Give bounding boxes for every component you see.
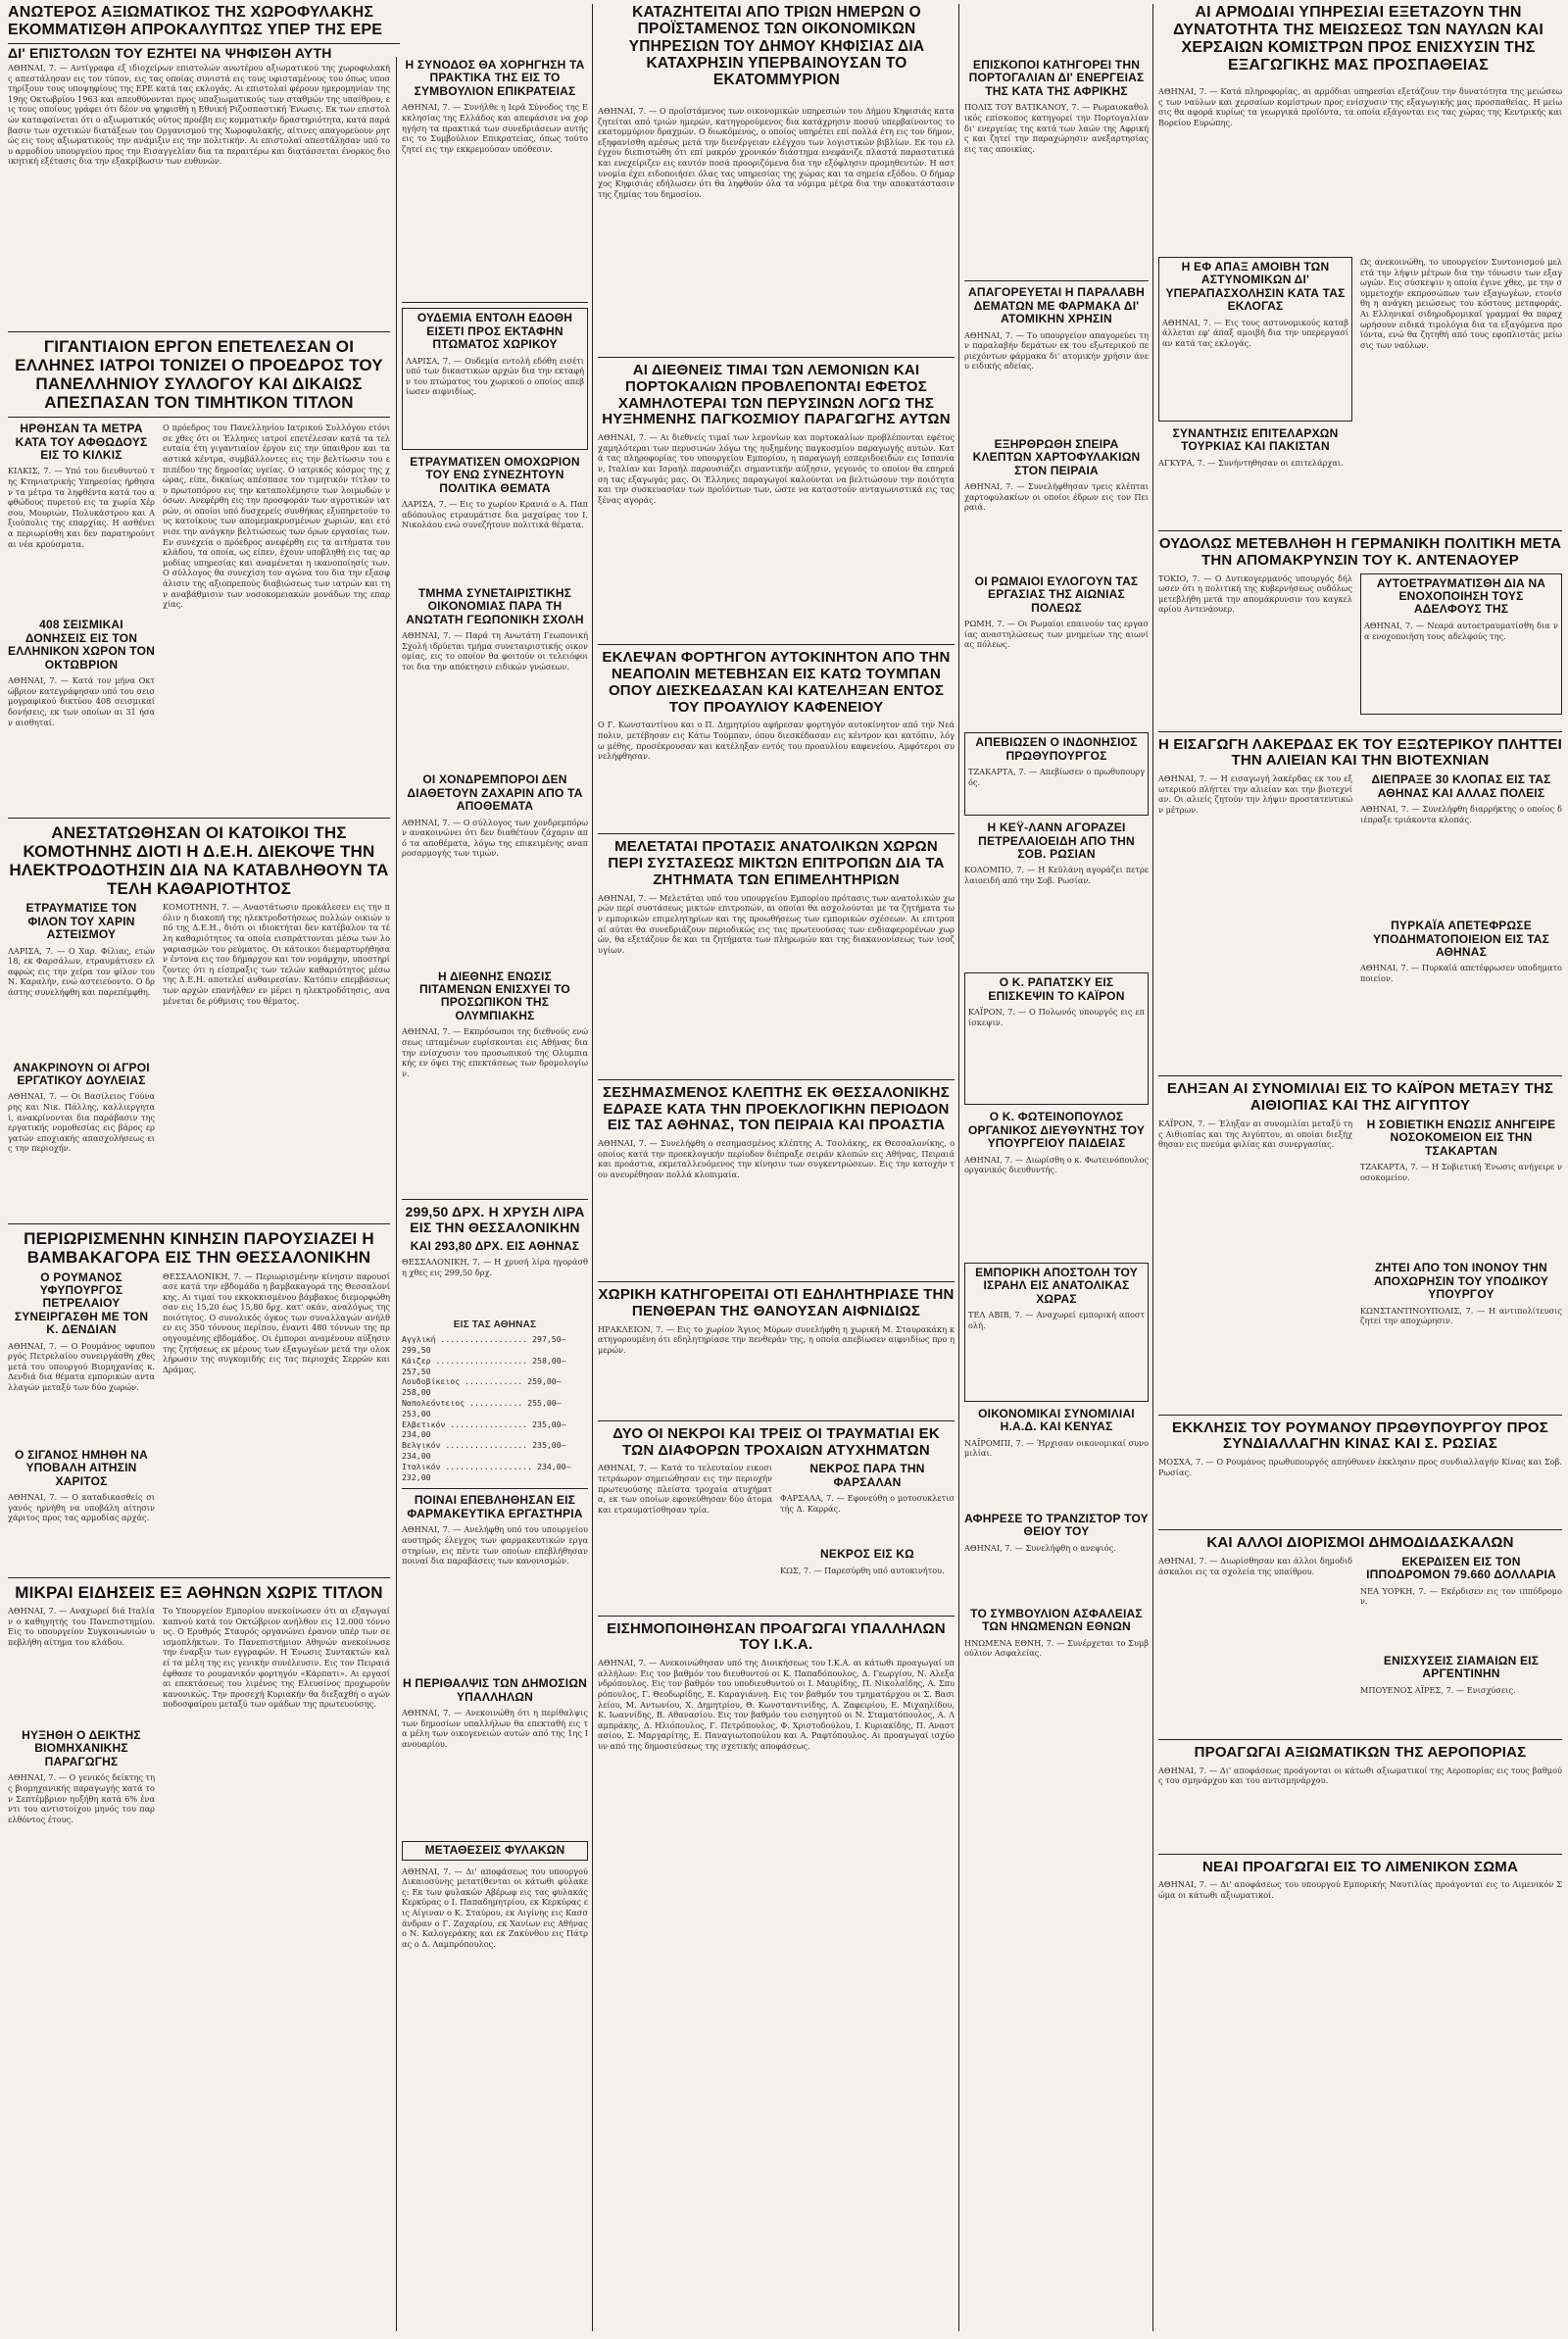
headline: ΝΕΚΡΟΣ ΠΑΡΑ ΤΗΝ ΦΑΡΣΑΛΑΝ: [809, 1462, 925, 1489]
headline: ΠΡΟΑΓΩΓΑΙ ΑΞΙΩΜΑΤΙΚΩΝ ΤΗΣ ΑΕΡΟΠΟΡΙΑΣ: [1194, 1743, 1527, 1761]
article-text: ΑΘΗΝΑΙ, 7. — Παρά τη Ανωτάτη Γεωπονική Σχολή ιδρύεται τμήμα συνεταιριστικής οικονομίας, εις το οποίον θα φοιτούν οι τελειόφοιτοι δια την απόκτησιν ειδικών γνώσεων.: [402, 630, 588, 672]
headline: ΤΟ ΣΥΜΒΟΥΛΙΟΝ ΑΣΦΑΛΕΙΑΣ ΤΩΝ ΗΝΩΜΕΝΩΝ ΕΘΝΩΝ: [970, 1606, 1143, 1634]
headline: Η ΕΦ ΑΠΑΞ ΑΜΟΙΒΗ ΤΩΝ ΑΣΤΥΝΟΜΙΚΩΝ ΔΙ' ΥΠΕΡΑΠΑΣΧΟΛΗΣΙΝ ΚΑΤΑ ΤΑΣ ΕΚΛΟΓΑΣ: [1165, 260, 1346, 314]
headline: ΔΥΟ ΟΙ ΝΕΚΡΟΙ ΚΑΙ ΤΡΕΙΣ ΟΙ ΤΡΑΥΜΑΤΙΑΙ ΕΚ ΤΩΝ ΔΙΑΦΟΡΩΝ ΤΡΟΧΑΙΩΝ ΑΤΥΧΗΜΑΤΩΝ: [612, 1424, 940, 1459]
column-rule: [958, 4, 959, 2331]
column-2: [402, 59, 588, 2333]
article-text: ΤΖΑΚΑΡΤΑ, 7. — Η Σοβιετική Ένωσις ανήγειρε νοσοκομείον.: [1360, 1162, 1562, 1182]
article-text: Ο Γ. Κωνσταντίνου και ο Π. Δημητρίου αφήρεσαν φορτηγόν αυτοκίνητον από την Νεάπολιν, μετέβησαν εις Κάτω Τούμπαν, όπου διεσκέδασαν εις κέντρον και κατόπιν, λόγω μέθης, προσέκρουσαν και κατέληξαν εντός του προαυλίου καφενείου. Αμφότεροι συνελήφθησαν.: [598, 720, 955, 762]
headline: ΕΝΙΣΧΥΣΕΙΣ ΣΙΑΜΑΙΩΝ ΕΙΣ ΑΡΓΕΝΤΙΝΗΝ: [1383, 1653, 1540, 1681]
article-text: ΑΘΗΝΑΙ, 7. — Ανεκοινώθησαν υπό της Διοικήσεως του Ι.Κ.Α. αι κάτωθι προαγωγαί υπαλλήλων: Εις τον βαθμόν του διευθυντού οι Κ. Παπαδόπουλος, Δ. Γεωργίου, Ν. Αλεξανδρόπουλος. Εις τον βαθμόν του υποδιευθυντού οι Ι. Μαυρίδης, Π. Νικολαΐδης, Α. Σπυρόπουλος, Γ. Θεοδωρίδης, Ε. Καραγιάννη. Εις τον βαθμόν του τμηματάρχου οι Σ. Βασιλείου, Μ. Αντωνίου, Χ. Δημητρίου, Θ. Κωνσταντινίδης, Λ. Ζαφειρίου, Ε. Μιχαηλίδου, Κ. Ιωαννίδης, Β. Αθανασίου. Εις τον βαθμόν του εισηγητού οι Ν. Σταματόπουλος, Α. Λαμπράκης, Δ. Ηλιόπουλος, Γ. Πετρόπουλος, Φ. Χριστοδούλου, Ι. Κυριακίδης, Π. Αναστασίου, Σ. Μαργαρίτης, Ε. Παναγιωτοπούλου και Α. Ραφτόπουλος. Αι προαγωγαί ισχύουν από της δημοσιεύσεως της σχετικής αποφάσεως.: [598, 1658, 955, 1751]
article-text: ΘΕΣΣΑΛΟΝΙΚΗ, 7. — Η χρυσή λίρα ηγοράσθη χθες εις 299,50 δρχ.: [402, 1257, 588, 1277]
column-1: [8, 63, 390, 2333]
article-text: ΑΘΗΝΑΙ, 7. — Εκπρόσωποι της διεθνούς ενώσεως ιπταμένων ευρίσκονται εις Αθήνας δια την ενίσχυσιν του προσωπικού της Ολυμπιακής εν όψει της επεκτάσεως των δρομολογίων.: [402, 1026, 588, 1078]
table-row: Ελβετικόν ................ 235,00—234,00: [402, 1418, 566, 1440]
headline: ΠΕΡΙΩΡΙΣΜΕΝΗΝ ΚΙΝΗΣΙΝ ΠΑΡΟΥΣΙΑΖΕΙ Η ΒΑΜΒΑΚΑΓΟΡΑ ΕΙΣ ΤΗΝ ΘΕΣΣΑΛΟΝΙΚΗΝ: [24, 1229, 374, 1268]
article-text: ΦΑΡΣΑΛΑ, 7. — Εφονεύθη ο μοτοσυκλετιστής Δ. Καρράς.: [780, 1493, 955, 1514]
article-text: ΑΘΗΝΑΙ, 7. — Η εισαγωγή λακέρδας εκ του εξωτερικού πλήττει την αλιείαν και την βιοτεχνίαν. Οι αλιείς ζητούν την λήψιν προστατευτικών μέτρων.: [1158, 773, 1352, 815]
article-text: ΑΘΗΝΑΙ, 7. — Ο σύλλογος των χονδρεμπόρων ανακοινώνει ότι δεν διαθέτουν ζάχαριν από τα αποθέματα, λόγω της επικειμένης αναπροσαρμογής των τιμών.: [402, 817, 588, 859]
boxed-article: [964, 972, 1149, 1105]
column-5: [1158, 86, 1562, 2333]
headline: ΔΙΕΠΡΑΞΕ 30 ΚΛΟΠΑΣ ΕΙΣ ΤΑΣ ΑΘΗΝΑΣ ΚΑΙ ΑΛΛΑΣ ΠΟΛΕΙΣ: [1371, 772, 1551, 800]
headline: ΑΦΗΡΕΣΕ ΤΟ ΤΡΑΝΖΙΣΤΟΡ ΤΟΥ ΘΕΙΟΥ ΤΟΥ: [964, 1511, 1149, 1539]
headline: ΟΙΚΟΝΟΜΙΚΑΙ ΣΥΝΟΜΙΛΙΑΙ Η.Α.Δ. ΚΑΙ ΚΕΝΥΑΣ: [978, 1406, 1135, 1434]
article-text: ΚΟΛΟΜΠΟ, 7. — Η Κεϋλάνη αγοράζει πετρελαιοειδή από την Σοβ. Ρωσίαν.: [964, 865, 1149, 886]
boxed-article: [964, 732, 1149, 816]
headline: Η ΠΕΡΙΘΑΛΨΙΣ ΤΩΝ ΔΗΜΟΣΙΩΝ ΥΠΑΛΛΗΛΩΝ: [403, 1676, 587, 1704]
article-text: ΑΘΗΝΑΙ, 7. — Συνελήφθησαν τρεις κλέπται χαρτοφυλακίων οι οποίοι έδρων εις τον Πειραιά.: [964, 480, 1149, 513]
headline: ΣΕΣΗΜΑΣΜΕΝΟΣ ΚΛΕΠΤΗΣ ΕΚ ΘΕΣΣΑΛΟΝΙΚΗΣ ΕΔΡΑΣΕ ΚΑΤΑ ΤΗΝ ΠΡΟΕΚΛΟΓΙΚΗΝ ΠΕΡΙΟΔΟΝ ΕΙΣ ΤΑΣ ΑΘΗΝΑΣ, ΤΟΝ ΠΕΙΡΑΙΑ ΚΑΙ ΠΡΟΑΣΤΙΑ: [603, 1083, 950, 1134]
boxed-headline: [402, 1841, 588, 1860]
headline: ΚΑΙ ΑΛΛΟΙ ΔΙΟΡΙΣΜΟΙ ΔΗΜΟΔΙΔΑΣΚΑΛΩΝ: [1206, 1534, 1514, 1552]
article-text: ΑΘΗΝΑΙ, 7. — Διωρίσθησαν και άλλοι δημοδιδάσκαλοι εις τα σχολεία της υπαίθρου.: [1158, 1555, 1352, 1576]
article-text: ΛΑΡΙΣΑ, 7. — Εις το χωρίον Κρανιά ο Α. Παπαδόπουλος ετραυμάτισε δια μαχαίρας τον Ι. Νικολάου ενώ συνεζήτουν πολιτικά θέματα.: [402, 498, 588, 530]
headline: ΠΥΡΚΑΪΑ ΑΠΕΤΕΦΡΩΣΕ ΥΠΟΔΗΜΑΤΟΠΟΙΕΙΟΝ ΕΙΣ ΤΑΣ ΑΘΗΝΑΣ: [1372, 919, 1550, 959]
headline: Η ΔΙΕΘΝΗΣ ΕΝΩΣΙΣ ΠΙΤΑΜΕΝΩΝ ΕΝΙΣΧΥΕΙ ΤΟ ΠΡΟΣΩΠΙΚΟΝ ΤΗΣ ΟΛΥΜΠΙΑΚΗΣ: [419, 969, 570, 1022]
headline-gendarmerie: ΑΝΩΤΕΡΟΣ ΑΞΙΩΜΑΤΙΚΟΣ ΤΗΣ ΧΩΡΟΦΥΛΑΚΗΣ ΕΚΟΜΜΑΤΙΣΘΗ ΑΠΡΟΚΑΛΥΠΤΩΣ ΥΠΕΡ ΤΗΣ ΕΡΕ ΔΙ' ΕΠΙΣΤΟΛΩΝ ΤΟΥ ΕΖΗΤΕΙ ΝΑ ΨΗΦΙΣΘΗ ΑΥΤΗ: [8, 4, 400, 65]
headline: ΕΚΚΛΗΣΙΣ ΤΟΥ ΡΟΥΜΑΝΟΥ ΠΡΩΘΥΠΟΥΡΓΟΥ ΠΡΟΣ ΣΥΝΔΙΑΛΛΑΓΗΝ ΚΙΝΑΣ ΚΑΙ Σ. ΡΩΣΙΑΣ: [1172, 1418, 1548, 1453]
headline: ΑΠΑΓΟΡΕΥΕΤΑΙ Η ΠΑΡΑΛΑΒΗ ΔΕΜΑΤΩΝ ΜΕ ΦΑΡΜΑΚΑ ΔΙ' ΑΤΟΜΙΚΗΝ ΧΡΗΣΙΝ: [967, 285, 1146, 326]
article-text: ΑΘΗΝΑΙ, 7. — Αναχωρεί διά Ιταλίαν ο καθηγητής του Πανεπιστημίου. Εις το υπουργείον Συγκοινωνιών υπεβλήθη αίτημα του κλάδου.: [8, 1606, 155, 1647]
article-text: ΑΘΗΝΑΙ, 7. — Οι Βασίλειος Γούναρης και Νικ. Πάλλης, καλλιεργηταί, ανακρίνονται δια παράβασιν της εργατικής νομοθεσίας εις βάρος εργατών εποχιακής απασχολήσεως εις την περιοχήν.: [8, 1091, 155, 1154]
headline: ΣΥΝΑΝΤΗΣΙΣ ΕΠΙΤΕΛΑΡΧΩΝ ΤΟΥΡΚΙΑΣ ΚΑΙ ΠΑΚΙΣΤΑΝ: [1172, 425, 1339, 454]
article-text: ΑΘΗΝΑΙ, 7. — Νεαρά αυτοετραυματίσθη δια να ενοχοποιήση τους αδελφούς της.: [1364, 620, 1558, 641]
article-text: ΝΕΑ ΥΟΡΚΗ, 7. — Εκέρδισεν εις τον ιππόδρομον.: [1360, 1585, 1562, 1607]
headline: ΑΝΕΣΤΑΤΩΘΗΣΑΝ ΟΙ ΚΑΤΟΙΚΟΙ ΤΗΣ ΚΟΜΟΤΗΝΗΣ ΔΙΟΤΙ Η Δ.Ε.Η. ΔΙΕΚΟΨΕ ΤΗΝ ΗΛΕΚΤΡΟΔΟΤΗΣΙΝ ΔΙΑ ΝΑ ΚΑΤΑΒΛΗΘΟΥΝ ΤΑ ΤΕΛΗ ΚΑΘΑΡΙΟΤΗΤΟΣ: [9, 823, 389, 899]
headline: ΠΟΙΝΑΙ ΕΠΕΒΛΗΘΗΣΑΝ ΕΙΣ ΦΑΡΜΑΚΕΥΤΙΚΑ ΕΡΓΑΣΤΗΡΙΑ: [407, 1493, 583, 1520]
headline: ΕΚΕΡΔΙΣΕΝ ΕΙΣ ΤΟΝ ΙΠΠΟΔΡΟΜΟΝ 79.660 ΔΟΛΛΑΡΙΑ: [1366, 1554, 1556, 1582]
article-text: ΑΘΗΝΑΙ, 7. — Διωρίσθη ο κ. Φωτεινόπουλος οργανικός διευθυντής.: [964, 1154, 1149, 1175]
article-text: Ως ανεκοινώθη, το υπουργείον Συντονισμού μελετά την λήψιν μέτρων δια την τόνωσιν των εξαγωγών. Εις σύσκεψιν η οποία έγινε χθες, με την συμμετοχήν εκπροσώπων των εξαγωγέων, ετονίσθη η ανάγκη μειώσεως του κόστους μεταφοράς. Αι Ελληνικαί σιδηροδρομικαί γραμμαί θα παραχωρήσουν ειδικά τιμολόγια δια τα εξαγόμενα προϊόντα, ενώ θα ζητηθή από τους εφοπλιστάς μείωσις των ναύλων.: [1360, 257, 1562, 350]
headline: ΜΕΤΑΘΕΣΕΙΣ ΦΥΛΑΚΩΝ: [424, 1843, 565, 1858]
table-row: Βελγικόν ................. 235,00—234,00: [402, 1440, 566, 1462]
headline: ΗΥΞΗΘΗ Ο ΔΕΙΚΤΗΣ ΒΙΟΜΗΧΑΝΙΚΗΣ ΠΑΡΑΓΩΓΗΣ: [22, 1728, 141, 1768]
article-text: ΑΘΗΝΑΙ, 7. — Συνελήφθη ο ανεψιός.: [964, 1542, 1116, 1553]
headline: ΑΠΕΒΙΩΣΕΝ Ο ΙΝΔΟΝΗΣΙΟΣ ΠΡΩΘΥΠΟΥΡΓΟΣ: [975, 735, 1138, 763]
article-text: ΗΡΑΚΛΕΙΟΝ, 7. — Εις το χωρίον Άγιος Μύρων συνελήφθη η χωρική Μ. Σταυρακάκη κατηγορουμένη ότι εδηλητηρίασε την πενθεράν της, η οποία απεβίωσεν αιφνιδίως προ ημερών.: [598, 1323, 955, 1355]
article-text: ΠΟΛΙΣ ΤΟΥ ΒΑΤΙΚΑΝΟΥ, 7. — Ρωμαιοκαθολικός επίσκοπος κατηγορεί την Πορτογαλίαν δι' ενεργείας της κατά των λαών της Αφρικής και ζητεί την παραχώρησιν ανεξαρτησίας εις τας αποικίας.: [964, 102, 1149, 154]
article-text: ΛΑΡΙΣΑ, 7. — Ο Χαρ. Φίλιας, ετών 18, εκ Φαρσάλων, ετραυμάτισεν ελαφρώς εις την χείρα τον φίλον του Ν. Καραλήν, ενώ αστειεύοντο. Ο δράστης συνελήφθη και παρεπέμφθη.: [8, 945, 155, 997]
article-text: ΚΑΪΡΟΝ, 7. — Έληξαν αι συνομιλίαι μεταξύ της Αιθιοπίας και της Αιγύπτου, αι οποίαι διεξήχθησαν εις πνεύμα φιλίας και συνεργασίας.: [1158, 1118, 1352, 1150]
table-row: Αγγλική .................. 297,50—299,50: [402, 1334, 566, 1356]
article-text: ΑΘΗΝΑΙ, 7. — Ο προϊστάμενος των οικονομικών υπηρεσιών του Δήμου Κηφισιάς καταζητείται από τριών ημερών, κατηγορούμενος δια κατάχρησιν ποσού υπερβαίνοντος το εκατομμύριον δραχμών. Ο διωκόμενος, ο οποίος υπηρέτει επί πολλά έτη εις τον δήμον, εξηφανίσθη αμέσως μετά την διενέργειαν ελέγχου των λογιστικών βιβλίων. Εκ του ελέγχου διεπιστώθη ότι επί μακρόν χρονικόν διάστημα ενεφάνιζε πλαστά παραστατικά και ενεχείριζεν εις εαυτόν ποσά προοριζόμενα δια την εξόφλησιν προμηθευτών. Η αστυνομία έχει ειδοποιήσει όλας τας υπηρεσίας της χώρας και τα σημεία εξόδου. Ο δήμαρχος Κηφισιάς εδήλωσεν ότι θα ληφθούν όλα τα νόμιμα μέτρα δια την αποκατάστασιν της ζημίας του δημοσίου.: [598, 106, 955, 199]
table-row: Κάιζερ ................... 258,00—257,50: [402, 1355, 566, 1376]
headline: ΚΑΙ 293,80 ΔΡΧ. ΕΙΣ ΑΘΗΝΑΣ: [410, 1238, 580, 1253]
table-row: Λουδοβίκειος ............ 259,00—258,00: [402, 1376, 562, 1398]
article-text: ΑΘΗΝΑΙ, 7. — Ανελήφθη υπό του υπουργείου αυστηρός έλεγχος των φαρμακευτικών εργαστηρίων, εις πέντε των οποίων επεβλήθησαν ποιναί δια παραβάσεις των κανονισμών.: [402, 1524, 588, 1567]
article-text: ΗΝΩΜΕΝΑ ΕΘΝΗ, 7. — Συνέρχεται το Συμβούλιον Ασφαλείας.: [964, 1637, 1149, 1659]
headline: ΕΞΗΡΘΡΩΘΗ ΣΠΕΙΡΑ ΚΛΕΠΤΩΝ ΧΑΡΤΟΦΥΛΑΚΙΩΝ ΣΤΟΝ ΠΕΙΡΑΙΑ: [972, 436, 1141, 477]
article-text: ΑΘΗΝΑΙ, 7. — Συνήλθε η Ιερά Σύνοδος της Εκκλησίας της Ελλάδος και απεφάσισε να χορηγήση τα πρακτικά των συνεδριάσεων αυτής εις το Συμβούλιον Επικρατείας, όπως τούτο ζητεί εις την εκκρεμούσαν υπόθεσιν.: [402, 102, 588, 154]
boxed-article: [1360, 573, 1562, 715]
headline: ΤΜΗΜΑ ΣΥΝΕΤΑΙΡΙΣΤΙΚΗΣ ΟΙΚΟΝΟΜΙΑΣ ΠΑΡΑ ΤΗ ΑΝΩΤΑΤΗ ΓΕΩΠΟΝΙΚΗ ΣΧΟΛΗ: [406, 585, 584, 626]
article-text: ΑΘΗΝΑΙ, 7. — Αντίγραφα εξ ιδιοχείρων επιστολών ανωτέρου αξιωματικού της χωροφυλακής απεστάλησαν εις τον τύπον, εις τας οποίας συνιστά εις τους υφισταμένους του όπως υποστηρίξουν τους υποψηφίους της ΕΡΕ κατά τας εκλογάς. Αι επιστολαί φέρουν ημερομηνίαν της 19ης Οκτωβρίου 1963 και απευθύνονται προς υπαξιωματικούς των σταθμών της υπαίθρου, εις τους οποίους γράφει ότι δέον να ψηφισθή η Εθνική Ριζοσπαστική Ένωσις. Εκ των επιστολών καταφαίνεται ότι ο αξιωματικός ούτος προέβη εις κομματικήν δραστηριότητα, κατά παράβασιν των σχετικών διατάξεων του Οργανισμού της Χωροφυλακής, αίτινες απαγορεύουν ρητώς εις τους αξιωματικούς την ανάμιξιν εις την πολιτικήν. Αι επιστολαί απεστάλησαν υπό του αρμοδίου υπουργείου προς την Εισαγγελίαν δια τα περαιτέρω και διατάσσεται ένορκος διοικητική εξέτασις δια την εξακρίβωσιν των ευθυνών.: [8, 63, 390, 167]
article-text: ΛΑΡΙΣΑ, 7. — Ουδεμία εντολή εδόθη εισέτι υπό των δικαστικών αρχών δια την εκταφήν του πτώματος του χωρικού ο οποίος απεβίωσεν αιφνιδίως.: [406, 355, 584, 397]
headline: ΕΚΛΕΨΑΝ ΦΟΡΤΗΓΟΝ ΑΥΤΟΚΙΝΗΤΟΝ ΑΠΟ ΤΗΝ ΝΕΑΠΟΛΙΝ ΜΕΤΕΒΗΣΑΝ ΕΙΣ ΚΑΤΩ ΤΟΥΜΠΑΝ ΟΠΟΥ ΔΙΕΣΚΕΔΑΣΑΝ ΚΑΙ ΚΑΤΕΛΗΞΑΝ ΕΝΤΟΣ ΤΟΥ ΠΡΟΑΥΛΙΟΥ ΚΑΦΕΝΕΙΟΥ: [602, 649, 951, 716]
headline-freight: ΑΙ ΑΡΜΟΔΙΑΙ ΥΠΗΡΕΣΙΑΙ ΕΞΕΤΑΖΟΥΝ ΤΗΝ ΔΥΝΑΤΟΤΗΤΑ ΤΗΣ ΜΕΙΩΣΕΩΣ ΤΩΝ ΝΑΥΛΩΝ ΚΑΙ ΧΕΡΣΑΙΩΝ ΚΟΜΙΣΤΡΩΝ ΠΡΟΣ ΕΝΙΣΧΥΣΙΝ ΤΗΣ ΕΞΑΓΩΓΙΚΗΣ ΜΑΣ ΠΡΟΣΠΑΘΕΙΑΣ: [1173, 4, 1544, 74]
headline: ΖΗΤΕΙ ΑΠΟ ΤΟΝ ΙΝΟΝΟΥ ΤΗΝ ΑΠΟΧΩΡΗΣΙΝ ΤΟΥ ΥΠΟΔΙΚΟΥ ΥΠΟΥΡΓΟΥ: [1373, 1261, 1549, 1302]
article-text: ΤΖΑΚΑΡΤΑ, 7. — Απεβίωσεν ο πρωθυπουργός.: [968, 767, 1145, 787]
boxed-article: [402, 308, 588, 449]
headline: ΓΙΓΑΝΤΙΑΙΟΝ ΕΡΓΟΝ ΕΠΕΤΕΛΕΣΑΝ ΟΙ ΕΛΛΗΝΕΣ ΙΑΤΡΟΙ ΤΟΝΙΖΕΙ Ο ΠΡΟΕΔΡΟΣ ΤΟΥ ΠΑΝΕΛΛΗΝΙΟΥ ΣΥΛΛΟΓΟΥ ΚΑΙ ΔΙΚΑΙΩΣ ΑΠΕΣΠΑΣΑΝ ΤΟΝ ΤΙΜΗΤΙΚΟΝ ΤΙΤΛΟΝ: [15, 337, 383, 413]
article-text: ΚΟΜΟΤΗΝΗ, 7. — Αναστάτωσιν προκάλεσεν εις την πόλιν η διακοπή της ηλεκτροδοτήσεως πολλών οικιών υπό της Δ.Ε.Η., διότι οι ιδιοκτήται δεν κατέβαλον τα τέλη καθαριότητος τα οποία εισπράττονται μέσω των λογαριασμών του ρεύματος. Οι κάτοικοι διεμαρτυρήθησαν έντονα εις τον δήμαρχον και τον νομάρχην, υποστηρίζοντες ότι η είσπραξις των τελών καθαριότητος μέσω της Δ.Ε.Η. αποτελεί αυθαιρεσίαν. Κατόπιν επεμβάσεως των αρχών επανήλθεν εν μέρει η ηλεκτροδότησις, αναμένεται δε ρύθμισις του θέματος.: [163, 902, 390, 1006]
gold-prices-table: [402, 1319, 588, 1482]
headline: ΕΠΙΣΚΟΠΟΙ ΚΑΤΗΓΟΡΕΙ ΤΗΝ ΠΟΡΤΟΓΑΛΙΑΝ ΔΙ' ΕΝΕΡΓΕΙΑΣ ΤΗΣ ΚΑΤΑ ΤΗΣ ΑΦΡΙΚΗΣ: [968, 59, 1145, 98]
table-title: ΕΙΣ ΤΑΣ ΑΘΗΝΑΣ: [453, 1319, 537, 1331]
article-text: ΑΘΗΝΑΙ, 7. — Εις τους αστυνομικούς καταβάλλεται εφ' άπαξ αμοιβή δια την υπερεργασίαν κατά τας εκλογάς.: [1162, 317, 1348, 348]
article-text: ΑΘΗΝΑΙ, 7. — Δι' αποφάσεως του υπουργού Δικαιοσύνης μετατίθενται οι κάτωθι φύλακες: Εκ των φυλακών Αβέρωφ εις τας φυλακάς Κερκύρας ο Ι. Παπαδημητρίου, εκ Κερκύρας εις Αίγιναν ο Κ. Σταύρου, εκ Αιγίνης εις Κασσάνδραν ο Γ. Ζαχαρίου, εκ Χανίων εις Αθήνας ο Ν. Καλογεράκης και εκ Ζακύνθου εις Πάτρας ο Δ. Λαμπρόπουλος.: [402, 1866, 588, 1949]
article-text: ΚΩΝΣΤΑΝΤΙΝΟΥΠΟΛΙΣ, 7. — Η αντιπολίτευσις ζητεί την αποχώρησιν.: [1360, 1305, 1562, 1326]
headline: Η ΕΙΣΑΓΩΓΗ ΛΑΚΕΡΔΑΣ ΕΚ ΤΟΥ ΕΞΩΤΕΡΙΚΟΥ ΠΛΗΤΤΕΙ ΤΗΝ ΑΛΙΕΙΑΝ ΚΑΙ ΤΗΝ ΒΙΟΤΕΧΝΙΑΝ: [1158, 735, 1562, 770]
headline: Η ΣΥΝΟΔΟΣ ΘΑ ΧΟΡΗΓΗΣΗ ΤΑ ΠΡΑΚΤΙΚΑ ΤΗΣ ΕΙΣ ΤΟ ΣΥΜΒΟΥΛΙΟΝ ΕΠΙΚΡΑΤΕΙΑΣ: [405, 59, 585, 98]
column-3: [598, 106, 955, 2333]
article-text: ΑΘΗΝΑΙ, 7. — Κατά το τελευταίον εικοσιτετράωρον σημειώθησαν εις την περιοχήν πρωτευούσης πλείστα τροχαία ατυχήματα, εκ των οποίων εφονεύθησαν δύο άτομα και ετραυματίσθησαν τρία.: [598, 1463, 772, 1515]
article-text: Ο πρόεδρος του Πανελληνίου Ιατρικού Συλλόγου ετόνισε χθες ότι οι Έλληνες ιατροί επετέλεσαν κατά τα τελευταία έτη γιγαντιαίον έργον εις την ύπαιθρον και τα αστικά κέντρα, συμβάλλοντες εις την βελτίωσιν του επιπέδου της δημοσίας υγείας. Ο ιατρικός κόσμος της χώρας, είπε, δικαίως απέσπασε τον τιμητικόν τίτλον του πρωτοπόρου εις την καταπολέμησιν των λοιμωδών νόσων. Ανεφέρθη εις την προσφοράν των αγροτικών ιατρών, οι οποίοι υπό δυσχερείς συνθήκας εξυπηρετούν τους κατοίκους των απομεμακρυσμένων χωριών, και ετόνισε την ανάγκην βελτιώσεως των όρων εργασίας των. Εν συνεχεία ο πρόεδρος ανεφέρθη εις τα αιτήματα του κλάδου, τα οποία, ως είπεν, έχουν υποβληθή εις τας αρμοδίας υπηρεσίας και αναμένεται η ικανοποίησίς των. Ο σύλλογος θα συνεχίση τον αγώνα του δια την εξασφάλισιν της αξιοπρεπούς διαβιώσεως των ιατρών και την αναβάθμισιν των νοσοκομειακών μονάδων της επαρχίας.: [163, 423, 390, 610]
headline: ΑΝΑΚΡΙΝΟΥΝ ΟΙ ΑΓΡΟΙ ΕΡΓΑΤΙΚΟΥ ΔΟΥΛΕΙΑΣ: [13, 1060, 150, 1087]
article-text: ΑΘΗΝΑΙ, 7. — Δι' αποφάσεως του υπουργού Εμπορικής Ναυτιλίας προάγονται εις το Λιμενικόν Σώμα οι κάτωθι αξιωματικοί.: [1158, 1879, 1562, 1900]
headline: 408 ΣΕΙΣΜΙΚΑΙ ΔΟΝΗΣΕΙΣ ΕΙΣ ΤΟΝ ΕΛΛΗΝΙΚΟΝ ΧΩΡΟΝ ΤΟΝ ΟΚΤΩΒΡΙΟΝ: [8, 618, 156, 672]
headline: ΜΕΛΕΤΑΤΑΙ ΠΡΟΤΑΣΙΣ ΑΝΑΤΟΛΙΚΩΝ ΧΩΡΩΝ ΠΕΡΙ ΣΥΣΤΑΣΕΩΣ ΜΙΚΤΩΝ ΕΠΙΤΡΟΠΩΝ ΔΙΑ ΤΑ ΖΗΤΗΜΑΤΑ ΤΩΝ ΕΠΙΜΕΛΗΤΗΡΙΩΝ: [608, 838, 945, 888]
headline: 299,50 ΔΡΧ. Η ΧΡΥΣΗ ΛΙΡΑ ΕΙΣ ΤΗΝ ΘΕΣΣΑΛΟΝΙΚΗΝ: [405, 1204, 585, 1235]
headline: Η ΣΟΒΙΕΤΙΚΗ ΕΝΩΣΙΣ ΑΝΗΓΕΙΡΕ ΝΟΣΟΚΟΜΕΙΟΝ ΕΙΣ ΤΗΝ ΤΣΑΚΑΡΤΑΝ: [1366, 1117, 1556, 1158]
headline: ΝΕΚΡΟΣ ΕΙΣ ΚΩ: [820, 1547, 914, 1562]
headline: ΗΡΘΗΣΑΝ ΤΑ ΜΕΤΡΑ ΚΑΤΑ ΤΟΥ ΑΦΘΩΔΟΥΣ ΕΙΣ ΤΟ ΚΙΛΚΙΣ: [15, 422, 148, 462]
article-text: ΤΕΛ ΑΒΙΒ, 7. — Αναχωρεί εμπορική αποστολή.: [968, 1309, 1145, 1330]
headline: ΝΕΑΙ ΠΡΟΑΓΩΓΑΙ ΕΙΣ ΤΟ ΛΙΜΕΝΙΚΟΝ ΣΩΜΑ: [1201, 1858, 1519, 1875]
headline: Η ΚΕΫ-ΛΑΝΝ ΑΓΟΡΑΖΕΙ ΠΕΤΡΕΛΑΙΟΕΙΔΗ ΑΠΟ ΤΗΝ ΣΟΒ. ΡΩΣΙΑΝ: [978, 821, 1135, 861]
article-text: ΘΕΣΣΑΛΟΝΙΚΗ, 7. — Περιωρισμένην κίνησιν παρουσίασε κατά την εβδομάδα η βαμβακαγορά της Θεσσαλονίκης. Αι τιμαί του εκκοκκισμένου βάμβακος διεμορφώθησαν εις 15,20 έως 15,80 δρχ. κατ' οκάν, αναλόγως της ποιότητος. Ο συνολικός όγκος των συναλλαγών ανήλθεν εις 350 τόννους περίπου, έναντι 480 τόννων της προηγουμένης εβδομάδος. Οι έμποροι αναμένουν αύξησιν της ζητήσεως εκ μέρους των εξαγωγέων μετά την ολοκλήρωσιν της συγκομιδής εις τας περιοχάς Σερρών και Δράμας.: [163, 1270, 390, 1374]
article-text: ΜΠΟΥΕΝΟΣ ΑΪΡΕΣ, 7. — Ενισχύσεις.: [1360, 1684, 1516, 1695]
column-4: [964, 59, 1149, 2333]
headline: ΕΛΗΞΑΝ ΑΙ ΣΥΝΟΜΙΛΙΑΙ ΕΙΣ ΤΟ ΚΑΪΡΟΝ ΜΕΤΑΞΥ ΤΗΣ ΑΙΘΙΟΠΙΑΣ ΚΑΙ ΤΗΣ ΑΙΓΥΠΤΟΥ: [1166, 1080, 1554, 1115]
table-row: Ιταλικόν .................. 234,00—232,00: [402, 1461, 571, 1482]
headline: ΕΙΣΗΜΟΠΟΙΗΘΗΣΑΝ ΠΡΟΑΓΩΓΑΙ ΥΠΑΛΛΗΛΩΝ ΤΟΥ Ι.Κ.Α.: [607, 1619, 946, 1654]
article-text: ΑΘΗΝΑΙ, 7. — Αι διεθνείς τιμαί των λεμονίων και πορτοκαλίων προβλέπονται εφέτος χαμηλότεραι των περυσινών λόγω της ηυξημένης παγκοσμίου παραγωγής αυτών. Κατά τας πληροφορίας του υπουργείου Εμπορίου, η παραγωγή εσπεριδοειδών εις Ισπανίαν, Ιταλίαν και Ισραήλ παρουσιάζει σημαντικήν αύξησιν, γεγονός το οποίον θα επηρεάση τας εξαγωγάς μας. Οι Έλληνες παραγωγοί καλούνται να βελτιώσουν την ποιότητα και την συσκευασίαν των προϊόντων των, ώστε να καταστούν ανταγωνιστικά εις τας ξένας αγοράς.: [598, 432, 955, 505]
article-text: ΑΘΗΝΑΙ, 7. — Το υπουργείον απαγορεύει την παραλαβήν δεμάτων εκ του εξωτερικού περιεχόντων φάρμακα δι' ατομικήν χρήσιν άνευ ειδικής αδείας.: [964, 329, 1149, 372]
article-text: ΡΩΜΗ, 7. — Οι Ρωμαίοι επαινούν τας εργασίας αναστηλώσεως των μνημείων της αιωνίας πόλεως.: [964, 619, 1149, 650]
headline-kifisia: ΚΑΤΑΖΗΤΕΙΤΑΙ ΑΠΟ ΤΡΙΩΝ ΗΜΕΡΩΝ Ο ΠΡΟΪΣΤΑΜΕΝΟΣ ΤΩΝ ΟΙΚΟΝΟΜΙΚΩΝ ΥΠΗΡΕΣΙΩΝ ΤΟΥ ΔΗΜΟΥ ΚΗΦΙΣΙΑΣ ΔΙΑ ΚΑΤΑΧΡΗΣΙΝ ΥΠΕΡΒΑΙΝΟΥΣΑΝ ΤΟ ΕΚΑΤΟΜΜΥΡΙΟΝ: [628, 4, 925, 89]
headline: Ο ΣΙΓΑΝΟΣ ΗΜΗΘΗ ΝΑ ΥΠΟΒΑΛΗ ΑΙΤΗΣΙΝ ΧΑΡΙΤΟΣ: [15, 1447, 148, 1488]
article-text: ΑΘΗΝΑΙ, 7. — Ο Ρουμάνος υφυπουργός Πετρελαίου συνειργάσθη χθες μετά του υπουργού Βιομηχανίας κ. Δενδιά δια θέματα εμπορικών ανταλλαγών μεταξύ των δύο χωρών.: [8, 1340, 155, 1393]
article-text: Το Υπουργείον Εμπορίου ανεκοίνωσεν ότι αι εξαγωγαί καπνού κατά τον Οκτώβριον ανήλθον εις 12.000 τόννους. Ο Ερυθρός Σταυρός οργανώνει έρανον υπέρ των σεισμοπλήκτων. Το Πανεπιστήμιον Αθηνών ανεκοίνωσε την έναρξιν των εγγραφών. Η Ένωσις Συντακτών καλεί τα μέλη της εις γενικήν συνέλευσιν. Εις τον Πειραιά έφθασε το ρουμανικόν φορτηγόν «Κάρπατι». Αι εργασίαι επεκτάσεως του λιμένος της Ελευσίνος προχωρούν κανονικώς. Την προσεχή Κυριακήν θα διεξαχθή ο αγών ποδοσφαίρου μεταξύ των ομάδων της πρωτευούσης.: [163, 1606, 390, 1710]
article-text: ΑΘΗΝΑΙ, 7. — Μελετάται υπό του υπουργείου Εμπορίου πρότασις των ανατολικών χωρών περί συστάσεως μικτών επιτροπών, αι οποίαι θα ασχολούνται με τα ζητήματα των εμπορικών επιμελητηρίων και της προωθήσεως των εμπορικών σχέσεων. Αι επιτροπαί αύται θα συνεδριάζουν περιοδικώς εις τας πρωτευούσας των ενδιαφερομένων χωρών, θα εξετάζουν δε και τα ζητήματα των πληρωμών και της διακανονίσεως των ισοζυγίων.: [598, 892, 955, 955]
headline: Ο Κ. ΡΑΠΑΤΣΚΥ ΕΙΣ ΕΠΙΣΚΕΨΙΝ ΤΟ ΚΑΪΡΟΝ: [988, 975, 1125, 1003]
article-text: ΝΑΪΡΟΜΠΙ, 7. — Ήρχισαν οικονομικαί συνομιλίαι.: [964, 1437, 1149, 1459]
article-text: ΚΑΪΡΟΝ, 7. — Ο Πολωνός υπουργός εις επίσκεψιν.: [968, 1007, 1145, 1027]
article-text: ΑΘΗΝΑΙ, 7. — Κατά τον μήνα Οκτώβριον κατεγράφησαν υπό του σεισμογραφικού δικτύου 408 σεισμικαί δονήσεις, εκ των οποίων αι 31 ήσαν αισθηταί.: [8, 675, 155, 727]
headline: ΕΤΡΑΥΜΑΤΙΣΕΝ ΟΜΟΧΩΡΙΟΝ ΤΟΥ ΕΝΩ ΣΥΝΕΖΗΤΟΥΝ ΠΟΛΙΤΙΚΑ ΘΕΜΑΤΑ: [410, 454, 580, 495]
headline: ΧΩΡΙΚΗ ΚΑΤΗΓΟΡΕΙΤΑΙ ΟΤΙ ΕΔΗΛΗΤΗΡΙΑΣΕ ΤΗΝ ΠΕΝΘΕΡΑΝ ΤΗΣ ΘΑΝΟΥΣΑΝ ΑΙΦΝΙΔΙΩΣ: [598, 1286, 955, 1319]
article-text: ΑΘΗΝΑΙ, 7. — Συνελήφθη ο σεσημασμένος κλέπτης Α. Τσολάκης, εκ Θεσσαλονίκης, ο οποίος κατά την προεκλογικήν περίοδον διέπραξε σειράν κλοπών εις Αθήνας, Πειραιά και προάστια, εκμεταλλευόμενος την κίνησιν των συγκεντρώσεων. Εις την κατοχήν του ανευρέθησαν πολλά κλοπιμαία.: [598, 1138, 955, 1179]
column-rule: [1152, 4, 1153, 2331]
headline: ΜΙΚΡΑΙ ΕΙΔΗΣΕΙΣ ΕΞ ΑΘΗΝΩΝ ΧΩΡΙΣ ΤΙΤΛΟΝ: [15, 1583, 383, 1602]
headline: ΟΙ ΡΩΜΑΙΟΙ ΕΥΛΟΓΟΥΝ ΤΑΣ ΕΡΓΑΣΙΑΣ ΤΗΣ ΑΙΩΝΙΑΣ ΠΟΛΕΩΣ: [974, 573, 1139, 615]
headline: Ο ΡΟΥΜΑΝΟΣ ΥΦΥΠΟΥΡΓΟΣ ΠΕΤΡΕΛΑΙΟΥ ΣΥΝΕΙΡΓΑΣΘΗ ΜΕ ΤΟΝ Κ. ΔΕΝΔΙΑΝ: [14, 1269, 149, 1337]
headline: ΟΙ ΧΟΝΔΡΕΜΠΟΡΟΙ ΔΕΝ ΔΙΑΘΕΤΟΥΝ ΖΑΧΑΡΙΝ ΑΠΟ ΤΑ ΑΠΟΘΕΜΑΤΑ: [407, 772, 583, 814]
article-text: ΑΘΗΝΑΙ, 7. — Κατά πληροφορίας, αι αρμόδιαι υπηρεσίαι εξετάζουν την δυνατότητα της μειώσεως των ναύλων και χερσαίων κομίστρων προς ενίσχυσιν της εξαγωγικής μας προσπαθείας. Η μείωσις θα αφορά κυρίως τα γεωργικά προϊόντα, τα οποία εξάγονται εις τας χώρας της Κεντρικής και Βορείου Ευρώπης.: [1158, 86, 1562, 127]
headline: ΑΥΤΟΕΤΡΑΥΜΑΤΙΣΘΗ ΔΙΑ ΝΑ ΕΝΟΧΟΠΟΙΗΣΗ ΤΟΥΣ ΑΔΕΛΦΟΥΣ ΤΗΣ: [1376, 575, 1546, 617]
article-text: ΜΟΣΧΑ, 7. — Ο Ρουμάνος πρωθυπουργός απηύθυνεν έκκλησιν προς συνδιαλλαγήν Κίνας και Σοβ. Ρωσίας.: [1158, 1457, 1562, 1477]
boxed-article: [1158, 257, 1352, 422]
article-text: ΤΟΚΙΟ, 7. — Ο Δυτικογερμανός υπουργός δήλωσεν ότι η πολιτική της κυβερνήσεως ουδόλως μετεβλήθη μετά την απομάκρυνσιν του καγκελαρίου Αντενάουερ.: [1158, 572, 1352, 615]
table-row: Ναπολεόντειος ........... 255,00—253,00: [402, 1398, 562, 1418]
article-text: ΑΓΚΥΡΑ, 7. — Συνήντηθησαν οι επιτελάρχαι.: [1158, 457, 1344, 468]
article-text: ΑΘΗΝΑΙ, 7. — Ανεκοινώθη ότι η περίθαλψις των δημοσίων υπαλλήλων θα επεκταθή εις τα μέλη των οικογενειών αυτών από της 1ης Ιανουαρίου.: [402, 1708, 588, 1749]
headline: ΑΙ ΔΙΕΘΝΕΙΣ ΤΙΜΑΙ ΤΩΝ ΛΕΜΟΝΙΩΝ ΚΑΙ ΠΟΡΤΟΚΑΛΙΩΝ ΠΡΟΒΛΕΠΟΝΤΑΙ ΕΦΕΤΟΣ ΧΑΜΗΛΟΤΕΡΑΙ ΤΩΝ ΠΕΡΥΣΙΝΩΝ ΛΟΓΩ ΤΗΣ ΗΥΞΗΜΕΝΗΣ ΠΑΓΚΟΣΜΙΟΥ ΠΑΡΑΓΩΓΗΣ ΑΥΤΩΝ: [602, 362, 951, 428]
article-text: ΑΘΗΝΑΙ, 7. — Δι' αποφάσεως προάγονται οι κάτωθι αξιωματικοί της Αεροπορίας εις τους βαθμούς του σμηνάρχου και του αντισμηνάρχου.: [1158, 1765, 1562, 1786]
headline: ΕΤΡΑΥΜΑΤΙΣΕ ΤΟΝ ΦΙΛΟΝ ΤΟΥ ΧΑΡΙΝ ΑΣΤΕΙΣΜΟΥ: [25, 901, 137, 942]
column-rule: [396, 57, 397, 2331]
article-text: ΑΘΗΝΑΙ, 7. — Ο γενικός δείκτης της βιομηχανικής παραγωγής κατά τον Σεπτέμβριον ηυξήθη κατά 6% έναντι του αντιστοίχου μηνός του παρελθόντος έτους.: [8, 1772, 155, 1824]
article-text: ΑΘΗΝΑΙ, 7. — Συνελήφθη διαρρήκτης ο οποίος διέπραξε τριάκοντα κλοπάς.: [1360, 804, 1562, 824]
article-text: ΚΙΛΚΙΣ, 7. — Υπό του διευθυντού της Κτηνιατρικής Υπηρεσίας ήρθησαν τα μέτρα τα ληφθέντα κατά του αφθώδους πυρετού εις τα χωρία Χέρσου, Μουριών, Πολυκάστρου και Αξιούπολις της επαρχίας. Η ασθένεια περιωρίσθη και δεν παρατηρούνται νέα κρούσματα.: [8, 466, 155, 549]
boxed-article: [964, 1263, 1149, 1402]
column-rule: [592, 4, 593, 2331]
headline: ΟΥΔΟΛΩΣ ΜΕΤΕΒΛΗΘΗ Η ΓΕΡΜΑΝΙΚΗ ΠΟΛΙΤΙΚΗ ΜΕΤΑ ΤΗΝ ΑΠΟΜΑΚΡΥΝΣΙΝ ΤΟΥ Κ. ΑΝΤΕΝΑΟΥΕΡ: [1158, 535, 1562, 569]
article-text: ΑΘΗΝΑΙ, 7. — Πυρκαϊά απετέφρωσεν υποδηματοποιείον.: [1360, 963, 1562, 983]
headline: ΕΜΠΟΡΙΚΗ ΑΠΟΣΤΟΛΗ ΤΟΥ ΙΣΡΑΗΛ ΕΙΣ ΑΝΑΤΟΛΙΚΑΣ ΧΩΡΑΣ: [975, 1265, 1138, 1306]
headline: ΟΥΔΕΜΙΑ ΕΝΤΟΛΗ ΕΔΟΘΗ ΕΙΣΕΤΙ ΠΡΟΣ ΕΚΤΑΦΗΝ ΠΤΩΜΑΤΟΣ ΧΩΡΙΚΟΥ: [416, 311, 573, 352]
headline: Ο Κ. ΦΩΤΕΙΝΟΠΟΥΛΟΣ ΟΡΓΑΝΙΚΟΣ ΔΙΕΥΘΥΝΤΗΣ ΤΟΥ ΥΠΟΥΡΓΕΙΟΥ ΠΑΙΔΕΙΑΣ: [967, 1110, 1146, 1151]
article-text: ΑΘΗΝΑΙ, 7. — Ο καταδικασθείς σιγανός ηρνήθη να υποβάλη αίτησιν χάριτος προς τας αρμοδίας αρχάς.: [8, 1492, 155, 1523]
article-text: ΚΩΣ, 7. — Παρεσύρθη υπό αυτοκινήτου.: [780, 1565, 945, 1575]
